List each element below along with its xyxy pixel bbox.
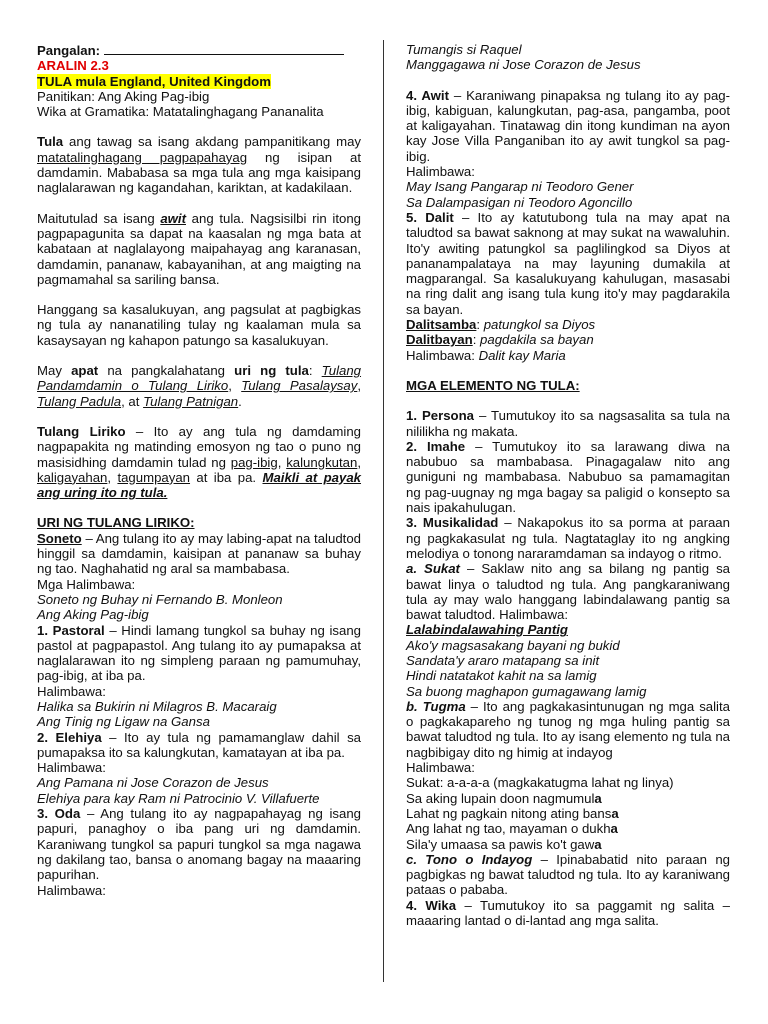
awit-example-2: Sa Dalampasigan ni Teodoro Agoncillo [406, 194, 633, 210]
lalabindalawahing-label: Lalabindalawahing Pantig [406, 622, 568, 638]
halimbawa-label-3: Halimbawa: [37, 882, 106, 898]
halimbawa-label-4: Halimbawa: [406, 164, 475, 180]
dalit-example: Halimbawa: Dalit kay Maria [406, 347, 566, 363]
mga-halimbawa-label: Mga Halimbawa: [37, 576, 136, 592]
oda-example-1: Tumangis si Raquel [406, 42, 522, 57]
poem-line-4: Sa buong maghapon gumagawang lamig [406, 683, 647, 699]
dalitbayan-line: Dalitbayan: pagdakila sa bayan [406, 332, 594, 348]
elehiya-example-2: Elehiya para kay Ram ni Patrocinio V. Villafuerte [37, 790, 320, 806]
persona-def: 1. Persona – Tumutukoy ito sa nagsasalita sa tula na nililikha ng makata. [406, 408, 730, 439]
tula-title: TULA mula England, United Kingdom [37, 73, 271, 89]
right-column [406, 42, 730, 928]
soneto-example-1: Soneto ng Buhay ni Fernando B. Monleon [37, 591, 283, 607]
poem-line-1: Ako'y magsasakang bayani ng bukid [406, 637, 620, 653]
dalitsamba-line: Dalitsamba: patungkol sa Diyos [406, 317, 596, 333]
poem-line-3: Hindi natatakot kahit na sa lamig [406, 668, 597, 684]
sukat-def: a. Sukat – Saklaw nito ang sa bilang ng pantig sa bawat linya o taludtod ng tula. Ang pangkaraniwang tula ay may walo hanggang labindalawang pantig sa bawat taludtod. Halimbawa: [406, 561, 730, 623]
musikalidad-def: 3. Musikalidad – Nakapokus ito sa porma at paraan ng pagkakasulat ng tula. Nagtataglay ito ng angking melodiya o tonong nararamdaman sa indayog o ritmo. [406, 515, 730, 561]
awit-def: 4. Awit – Karaniwang pinapaksa ng tulang ito ay pag-ibig, kabiguan, kalungkutan, pag-asa, pangamba, poot at kaligayahan. Tinatawag din itong kundiman na ayon kay Jose Villa Panganiban ito ay awit tungkol sa pag-ibig. [406, 87, 731, 164]
elemento-heading: MGA ELEMENTO NG TULA: [406, 377, 580, 393]
halimbawa-label-2: Halimbawa: [37, 760, 106, 776]
paragraph-hanggang: Hanggang sa kasalukuyan, ang pagsulat at pagbigkas ng tula ay nananatiling tulay ng kaalaman mula sa kasaysayan ng kahapon patungo sa kasalukuyan. [37, 302, 361, 348]
panitikan-line: Panitikan: Ang Aking Pag-ibig [37, 88, 210, 104]
imahe-def: 2. Imahe – Tumutukoy ito sa larawang diwa na nabubuo sa mambabasa. Pinagagalaw nito ang guniguni ng mambabasa. Nabubuo sa pamamagitan ng pag-uugnay ng mga bagay sa paligid o konsepto sa nais ipakahulugan. [406, 438, 730, 516]
awit-example-1: May Isang Pangarap ni Teodoro Gener [406, 179, 634, 195]
sukat-line: Sukat: a-a-a-a (magkakatugma lahat ng linya) [406, 775, 674, 791]
wika-def: 4. Wika – Tumutukoy ito sa paggamit ng salita – maaaring lantad o di-lantad ang mga salita. [406, 897, 730, 929]
paragraph-tulang-liriko: Tulang Liriko – Ito ay ang tula ng damdaming nagpapakita ng matinding emosyon ng tao o puno ng masisidhing damdamin tulad ng pag-ibig, kalungkutan, kaligayahan, tagumpayan at iba pa. Maikli at payak ang uring ito ng tula. [37, 423, 362, 501]
soneto-def: Soneto – Ang tulang ito ay may labing-apat na taludtod hinggil sa damdamin, kaisipan at pananaw sa buhay ng tao. Naghahatid ng aral sa mambabasa. [37, 530, 361, 577]
rhyme-line-4: Sila'y umaasa sa pawis ko't gawa [406, 836, 602, 852]
elehiya-example-1: Ang Pamana ni Jose Corazon de Jesus [37, 775, 269, 791]
poem-line-2: Sandata'y araro matapang sa init [406, 652, 600, 668]
oda-example-2: Manggagawa ni Jose Corazon de Jesus [406, 57, 641, 73]
column-divider [383, 40, 384, 982]
paragraph-tula-def: Tula ang tawag sa isang akdang pampanitikang may matatalinghagang pagpapahayag ng isipan at damdamin. Mababasa sa mga tula ang mga kaisipang naglalarawan ng kagandahan, kariktan, at kadakilaan. [37, 134, 361, 196]
paragraph-uri: May apat na pangkalahatang uri ng tula: Tulang Pandamdamin o Tulang Liriko, Tulang Pasalaysay, Tulang Padula, at Tulang Patnigan. [37, 363, 362, 409]
tono-def: c. Tono o Indayog – Ipinababatid nito paraan ng pagbigkas ng bawat taludtod ng tula. Ito ay karaniwang pataas o pababa. [406, 851, 730, 898]
dalit-def: 5. Dalit – Ito ay katutubong tula na may apat na taludtod sa bawat saknong at may sukat na wawaluhin. Ito'y awiting patungkol sa paglilingkod sa Diyos at pananampalataya na may layuning dumakila at magparangal. Sa kasalukuyang kahulugan, masasabi na ring dalit ang isang tula kung ito'y may pagdarakila sa bayan. [406, 209, 730, 317]
halimbawa-label-5: Halimbawa: [406, 760, 475, 776]
pangalan-line: Pangalan: [37, 42, 361, 58]
uri-heading: URI NG TULANG LIRIKO: [37, 515, 195, 531]
rhyme-line-2: Lahat ng pagkain nitong ating bansa [406, 805, 619, 821]
pastoral-def: 1. Pastoral – Hindi lamang tungkol sa buhay ng isang pastol at pagpapastol. Ang tulang ito ay pumapaksa at naglalarawan ito ng simpleng paraan ng pamumuhay, pag-ibig, at iba pa. [37, 622, 361, 684]
oda-def: 3. Oda – Ang tulang ito ay nagpapahayag ng isang papuri, panaghoy o iba pang uri ng damdamin. Karaniwang tungkol sa papuri tungkol sa mga nagawa ng dakilang tao, bansa o anomang bagay na maaaring papurihan. [37, 806, 362, 883]
elehiya-def: 2. Elehiya – Ito ay tula ng pamamanglaw dahil sa pumapaksa ito sa kalungkutan, kamatayan at iba pa. [37, 729, 361, 760]
paragraph-awit: Maitutulad sa isang awit ang tula. Nagsisilbi rin itong pagpapagunita sa dapat na kaasalan ng mga bata at kabataan at naglalayong maipahayag ang karanasan, damdamin, pananaw, kabayanihan, at ang maigting na pagmamahal sa sariling bansa. [37, 210, 362, 287]
pangalan-label: Pangalan [37, 43, 96, 58]
soneto-example-2: Ang Aking Pag-ibig [37, 607, 149, 623]
tugma-def: b. Tugma – Ito ang pagkakasintunugan ng mga salita o pagkakapareho ng tunog ng mga huling pantig sa bawat taludtod ng tula. Ito ay isang elemento ng tula na nagbibigay dito ng himig at indayog [406, 698, 730, 760]
left-column [37, 42, 361, 898]
pangalan-blank [104, 42, 344, 55]
pastoral-example-2: Ang Tinig ng Ligaw na Gansa [37, 714, 210, 730]
halimbawa-label-1: Halimbawa: [37, 683, 106, 699]
rhyme-line-1: Sa aking lupain doon nagmumula [406, 790, 602, 806]
rhyme-line-3: Ang lahat ng tao, mayaman o dukha [406, 821, 618, 837]
wika-line: Wika at Gramatika: Matatalinghagang Pananalita [37, 104, 324, 120]
tula-title-line [37, 74, 361, 89]
aralin-label: ARALIN 2.3 [37, 58, 109, 74]
pastoral-example-1: Halika sa Bukirin ni Milagros B. Macaraig [37, 698, 277, 714]
